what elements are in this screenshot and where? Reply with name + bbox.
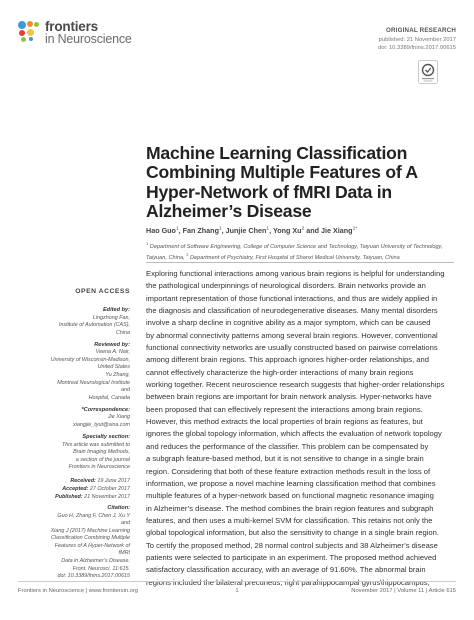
date-line xyxy=(48,485,130,493)
abstract-line: global topological information, but also the sensitivity to change in a single brain region. xyxy=(146,528,439,538)
page-number: 1 xyxy=(235,588,239,594)
author-affiliation-mark: 1 xyxy=(266,226,270,232)
abstract-line: ignores the global topology information, which affects the evaluation of network topology xyxy=(146,429,442,439)
article-doi[interactable]: doi: 10.3389/fnins.2017.00615 xyxy=(377,45,456,51)
frontiers-logo-icon xyxy=(18,21,40,43)
abstract-line: features, and then uses a multi-kernel SVM for classification. This retains not only the xyxy=(146,515,433,525)
reviewer-line: Yu Zhang, xyxy=(105,372,130,379)
author-affiliation-mark: 1* xyxy=(352,226,358,232)
affiliation-mark: 1 xyxy=(146,241,149,246)
author-name[interactable]: Hao Guo xyxy=(146,226,176,235)
author-separator: , xyxy=(221,226,226,235)
affiliation-text: Taiyuan, China, xyxy=(146,255,187,262)
author-affiliation-mark: 2 xyxy=(301,226,305,232)
date-label: Accepted: xyxy=(62,485,89,492)
citation-line: Classification Combining Multiple xyxy=(50,535,130,542)
author-name[interactable]: Junjie Chen xyxy=(225,226,267,235)
check-for-updates-icon[interactable] xyxy=(418,60,438,84)
author-name[interactable]: Yong Xu xyxy=(272,226,302,235)
citation-line: Xiang J (2017) Machine Learning xyxy=(50,527,130,534)
abstract-line: the pathological underpinnings of neurological disorders. Brain networks provide an xyxy=(146,281,426,291)
date-line xyxy=(48,493,130,501)
author-affiliation-mark: 1 xyxy=(175,226,179,232)
author-separator: , xyxy=(178,226,183,235)
date-label: Published: xyxy=(55,493,83,500)
editor-line: Institute of Automation (CAS), China xyxy=(58,322,130,336)
abstract-line: regions included the bilateral precuneus, right parahippocampal gyrus\hippocampus, xyxy=(146,577,430,587)
abstract-line: multiple features of a hyper-network based on functional magnetic resonance imaging xyxy=(146,491,434,501)
published-date: published: 21 November 2017 xyxy=(378,36,456,43)
specialty-line: Brain Imaging Methods, xyxy=(73,449,130,456)
author-name[interactable]: Fan Zhang xyxy=(182,226,219,235)
edited-by-heading: Edited by: xyxy=(102,307,130,313)
affiliations xyxy=(146,240,451,263)
affiliation-text: Department of Psychiatry, First Hospital of Shanxi Medical University, Taiyuan, China xyxy=(188,255,400,262)
open-access-label: OPEN ACCESS xyxy=(75,288,130,295)
journal-logo[interactable] xyxy=(18,20,132,46)
reviewer-line: University of Wisconsin-Madison, xyxy=(50,356,130,363)
abstract-line: been proposed that can effectively represent the interactions among brain regions. xyxy=(146,404,423,414)
citation-line: Front. Neurosci. 11:615. xyxy=(72,565,130,572)
title-line: Combining Multiple Features of A xyxy=(146,162,418,183)
abstract-line: in Alzheimer’s disease. The method combines the brain region features and subgraph xyxy=(146,503,434,513)
citation-line: Features of A Hyper-Network of fMRI xyxy=(54,542,130,557)
specialty-line: a section of the journal xyxy=(75,456,130,463)
footer-journal-link[interactable]: Frontiers in Neuroscience | www.frontiersin.org xyxy=(18,588,139,594)
citation-line: Guo H, Zhang F, Chen J, Xu Y and xyxy=(57,512,130,527)
reviewer-line: United States xyxy=(97,364,130,371)
date-value: 27 October 2017 xyxy=(88,485,130,492)
correspondence-email[interactable]: xiangjie_tyut@sina.com xyxy=(72,422,130,429)
abstract-line: and reduces the performance of the classifier. This problem can be compensated by xyxy=(146,441,429,451)
specialty-line: This article was submitted to xyxy=(61,441,130,448)
citation-heading: Citation: xyxy=(107,505,130,511)
logo-line-journal: in Neuroscience xyxy=(45,32,132,46)
abstract xyxy=(146,268,455,589)
citation-line: Data in Alzheimer’s Disease. xyxy=(61,558,130,565)
abstract-line: Exploring functional interactions among various brain regions is helpful for understanding xyxy=(146,269,445,278)
footer-issue-info: November 2017 | Volume 11 | Article 615 xyxy=(351,588,456,594)
editor-line: Lingzhong Fan, xyxy=(92,314,130,321)
correspondence-line: Jie Xiang xyxy=(107,414,130,421)
abstract-line: To certify the proposed method, 28 normal control subjects and 38 Alzheimer’s disease xyxy=(146,540,438,550)
date-value: 21 November 2017 xyxy=(82,493,130,500)
reviewer-line: Hospital, Canada xyxy=(88,394,130,401)
title-line: Machine Learning Classification xyxy=(146,143,408,163)
affiliation-line xyxy=(146,240,451,251)
abstract-line: However, this method extracts the local properties of brain regions as features, but xyxy=(146,417,423,427)
article-meta xyxy=(378,27,456,53)
author-separator: and xyxy=(304,226,322,235)
abstract-line: between brain regions are important for brain network analysis. Hyper-networks have xyxy=(146,392,432,402)
affiliation-text: Department of Software Engineering, College of Computer Science and Technology, Taiyuan University of Technology, xyxy=(148,243,443,250)
abstract-line: working together. Recent neuroscience research suggests that higher-order relationships xyxy=(146,380,445,390)
article-sidebar xyxy=(48,288,130,581)
date-value: 19 June 2017 xyxy=(95,477,130,484)
date-label: Received: xyxy=(70,477,96,484)
footer-divider xyxy=(18,581,456,582)
title-divider xyxy=(146,262,454,263)
affiliation-mark: 2 xyxy=(186,252,189,258)
reviewer-line: Veena A. Nair, xyxy=(95,349,130,356)
date-line xyxy=(48,477,130,485)
abstract-line: patients were selected to participate in an experiment. The proposed method achieved xyxy=(146,552,437,562)
abstract-line: cannot effectively characterize the high-order interactions of many brain regions xyxy=(146,367,414,377)
abstract-line: functional connectivity networks are usually constructed based on pairwise correlations xyxy=(146,343,438,353)
abstract-line: region. Considering that both of these feature extraction methods result in the loss of xyxy=(146,466,431,476)
abstract-line: involve a sharp decline in cognitive ability as a major symptom, which can be caused xyxy=(146,318,431,328)
specialty-line: Frontiers in Neuroscience xyxy=(68,464,130,471)
title-line: Hyper-Network of fMRI Data in xyxy=(146,181,392,202)
abstract-line: important representation of those functional interactions, and thus are widely applied in xyxy=(146,293,438,303)
abstract-line: by abnormal connectivity patterns among several brain regions. However, conventional xyxy=(146,330,438,340)
correspondence-heading: *Correspondence: xyxy=(81,406,130,413)
author-name[interactable]: Jie Xiang xyxy=(321,226,353,235)
author-list xyxy=(146,226,357,235)
author-affiliation-mark: 1 xyxy=(218,226,222,232)
citation-doi[interactable]: doi: 10.3389/fnins.2017.00615 xyxy=(57,573,130,580)
logo-line-frontiers: frontiers xyxy=(45,19,98,34)
reviewer-line: Montreal Neurological Institute and xyxy=(57,379,130,394)
author-separator: , xyxy=(269,226,273,235)
abstract-line: information, we propose a novel machine learning classification method that combines xyxy=(146,478,436,488)
abstract-line: among different brain regions. This approach ignores higher-order relationships, and xyxy=(146,355,429,365)
reviewed-by-heading: Reviewed by: xyxy=(94,341,130,348)
abstract-line: the diagnosis and classification of neurodegenerative diseases. Many mental disorders xyxy=(146,306,438,316)
article-type: ORIGINAL RESEARCH xyxy=(386,27,456,34)
abstract-line: satisfactory classification accuracy, with an average of 91.60%. The abnormal brain xyxy=(146,565,426,575)
abstract-line: a subgraph feature-based method, but it is not sensitive to change in a single brain xyxy=(146,454,424,464)
specialty-heading: Specialty section: xyxy=(82,434,130,441)
article-title xyxy=(146,144,446,222)
title-line: Alzheimer’s Disease xyxy=(146,201,312,222)
